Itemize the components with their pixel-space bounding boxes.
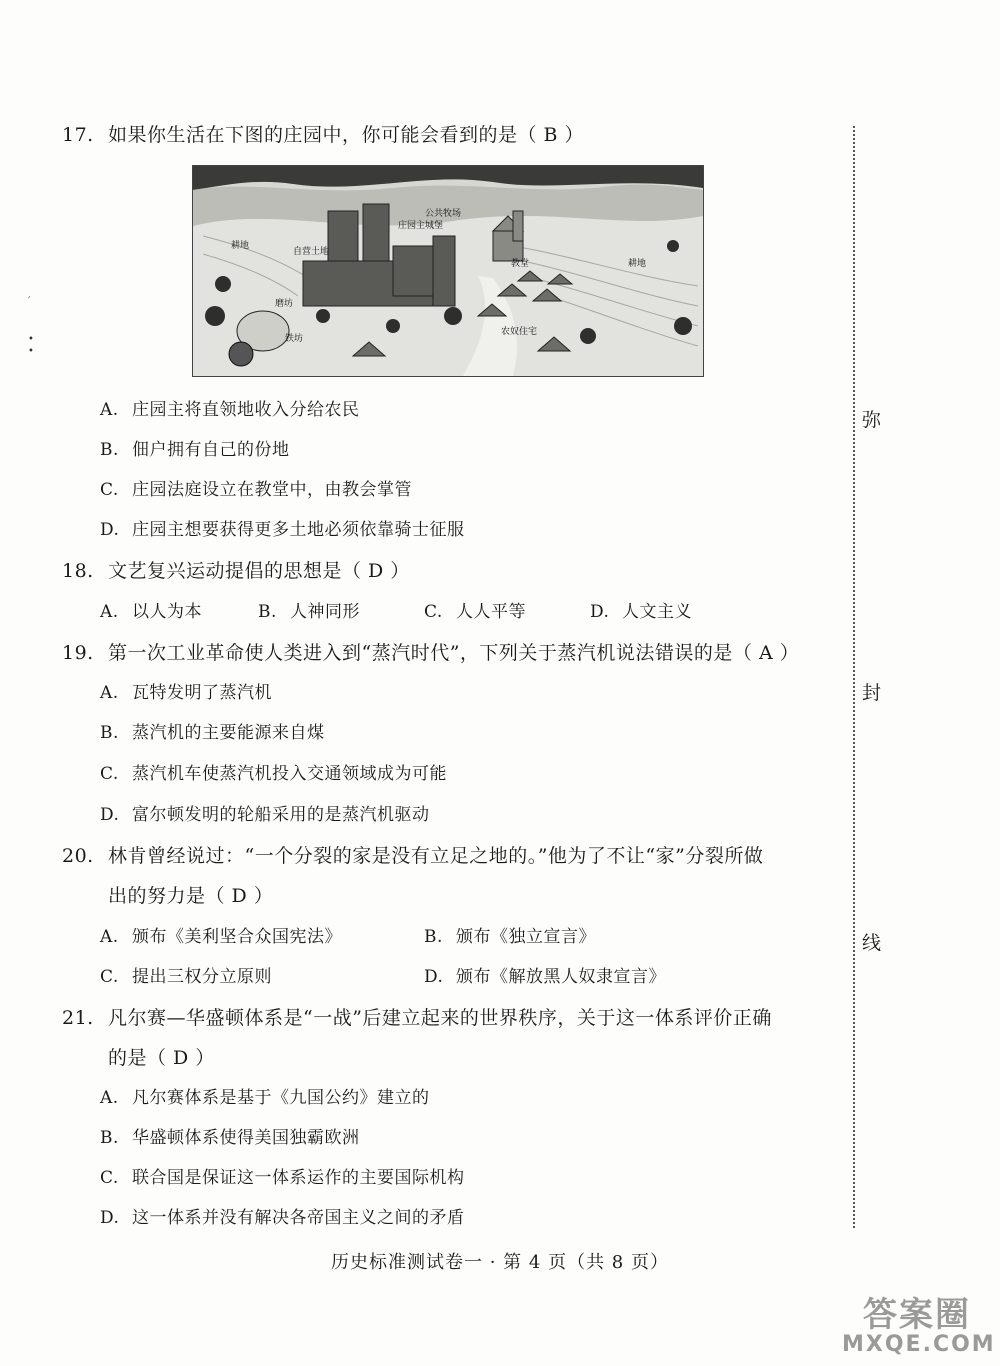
watermark-text: 答案圈 (863, 1295, 971, 1335)
question-20-stem-continued: 出的努力是（ D ） (108, 885, 274, 907)
question-21-option-c: C. 联合国是保证这一体系运作的主要国际机构 (100, 1168, 465, 1188)
question-text: 林肯曾经说过：“一个分裂的家是没有立足之地的。”他为了不让“家”分裂所做 (108, 845, 764, 867)
question-18-option-b: B. 人神同形 (258, 602, 360, 622)
manor-illustration (192, 165, 704, 377)
question-18-option-a: A. 以人为本 (100, 602, 202, 622)
figure-label: 耕地 (231, 241, 250, 251)
question-17-option-b: B. 佃户拥有自己的份地 (100, 440, 290, 460)
question-19-option-b: B. 蒸汽机的主要能源来自煤 (100, 723, 325, 743)
binding-label-mi: 弥 (862, 409, 882, 431)
manor-drawing (193, 166, 703, 376)
question-text: 第一次工业革命使人类进入到“蒸汽时代”，下列关于蒸汽机说法错误的是（ A ） (108, 642, 800, 664)
question-text: 文艺复兴运动提倡的思想是（ D ） (108, 560, 410, 582)
watermark-url: MXQE.COM (842, 1332, 996, 1357)
question-18-option-d: D. 人文主义 (590, 602, 692, 622)
question-20-option-a: A. 颁布《美利坚合众国宪法》 (100, 927, 342, 947)
question-18-stem (62, 558, 410, 584)
question-21-stem-continued: 的是（ D ） (108, 1047, 215, 1069)
question-21-option-a: A. 凡尔赛体系是基于《九国公约》建立的 (100, 1088, 430, 1108)
figure-label: 铁坊 (285, 334, 304, 344)
question-19-option-c: C. 蒸汽机车使蒸汽机投入交通领域成为可能 (100, 764, 447, 784)
question-19-stem (62, 640, 799, 666)
figure-label: 自营土地 (293, 247, 330, 257)
question-21-stem (62, 1005, 772, 1031)
binding-label-feng: 封 (862, 682, 882, 704)
question-number: 21. (62, 1007, 94, 1029)
question-21-option-d: D. 这一体系并没有解决各帝国主义之间的矛盾 (100, 1208, 465, 1228)
question-text: 凡尔赛—华盛顿体系是“一战”后建立起来的世界秩序，关于这一体系评价正确 (108, 1007, 772, 1029)
question-18-option-c: C. 人人平等 (424, 602, 526, 622)
question-number: 20. (62, 845, 94, 867)
question-number: 17. (62, 124, 94, 146)
question-20-option-d: D. 颁布《解放黑人奴隶宣言》 (424, 967, 666, 987)
question-19-option-a: A. 瓦特发明了蒸汽机 (100, 683, 272, 703)
binding-dotted-line (853, 126, 855, 1228)
page-footer: 历史标准测试卷一 · 第 4 页（共 8 页） (331, 1252, 669, 1273)
question-20-option-b: B. 颁布《独立宣言》 (424, 927, 596, 947)
binding-label-xian: 线 (862, 932, 882, 954)
figure-label: 耕地 (628, 259, 647, 269)
question-17-option-c: C. 庄园法庭设立在教堂中，由教会掌管 (100, 480, 412, 500)
question-19-option-d: D. 富尔顿发明的轮船采用的是蒸汽机驱动 (100, 805, 430, 825)
figure-label: 庄园主城堡 (398, 221, 444, 231)
watermark-logo (842, 1295, 996, 1360)
question-number: 18. (62, 560, 94, 582)
question-20-option-c: C. 提出三权分立原则 (100, 967, 272, 987)
question-17-option-a: A. 庄园主将直领地收入分给农民 (100, 400, 360, 420)
margin-tick: ′ (28, 296, 31, 307)
question-text: 如果你生活在下图的庄园中，你可能会看到的是（ B ） (108, 124, 585, 146)
figure-label: 公共牧场 (425, 209, 462, 219)
figure-label: 农奴住宅 (501, 327, 538, 337)
margin-dot: • (28, 346, 34, 357)
question-17-stem (62, 122, 584, 148)
question-21-option-b: B. 华盛顿体系使得美国独霸欧洲 (100, 1128, 360, 1148)
question-17-option-d: D. 庄园主想要获得更多土地必须依靠骑士征服 (100, 520, 465, 540)
question-number: 19. (62, 642, 94, 664)
figure-label: 磨坊 (275, 299, 294, 309)
margin-dot: • (28, 334, 34, 345)
figure-label: 教堂 (511, 259, 530, 269)
question-20-stem (62, 843, 763, 869)
